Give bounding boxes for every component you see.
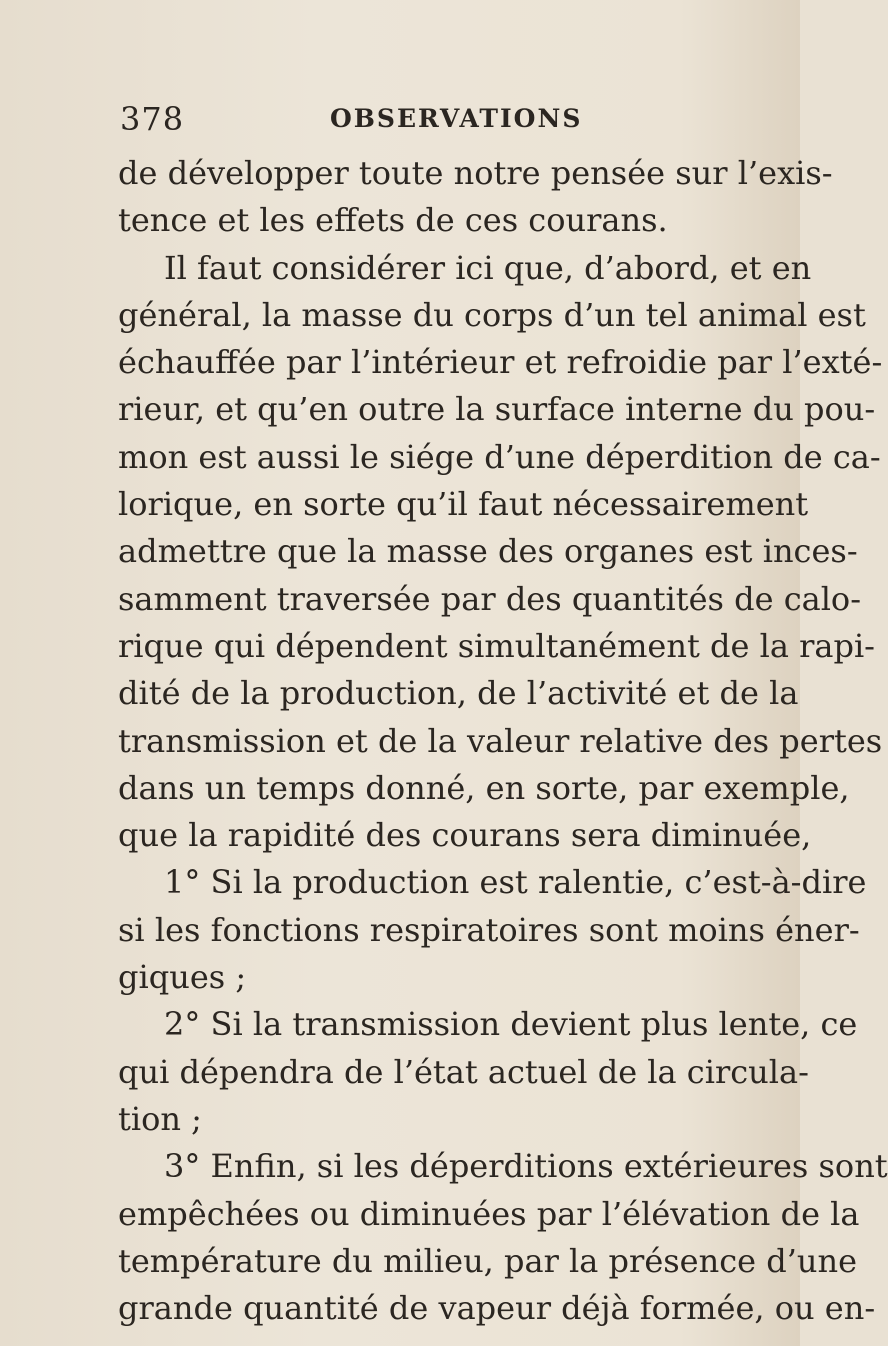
text-line: empêchées ou diminuées par l’élévation de la: [118, 1194, 860, 1233]
text-line: tence et les effets de ces courans.: [118, 201, 668, 240]
text-line: 2° Si la transmission devient plus lente, ce: [164, 1005, 858, 1044]
text-line: de développer toute notre pensée sur l’exis-: [118, 154, 833, 192]
text-line: samment traversée par des quantités de calo-: [118, 579, 861, 618]
text-line: si les fonctions respiratoires sont moins éner-: [118, 910, 860, 949]
text-line: Il faut considérer ici que, d’abord, et en: [164, 248, 812, 287]
page-number: 378: [120, 100, 185, 138]
text-line: que la rapidité des courans sera diminuée,: [118, 816, 812, 855]
text-line: qui dépendra de l’état actuel de la circula-: [118, 1052, 809, 1091]
page-header: [120, 100, 680, 140]
text-line: 3° Enfin, si les déperditions extérieures sont: [164, 1147, 888, 1186]
text-line: giques ;: [118, 958, 247, 997]
text-line: grande quantité de vapeur déjà formée, ou en-: [118, 1289, 876, 1328]
text-line: transmission et de la valeur relative des pertes: [118, 721, 883, 760]
text-line: rieur, et qu’en outre la surface interne du pou-: [118, 390, 876, 429]
text-line: dité de la production, de l’activité et de la: [118, 674, 799, 713]
text-line: température du milieu, par la présence d’une: [118, 1241, 858, 1280]
text-line: 1° Si la production est ralentie, c’est-à-dire: [164, 863, 867, 902]
body-text: [118, 150, 888, 1332]
text-line: tion ;: [118, 1099, 202, 1138]
text-line: admettre que la masse des organes est inces-: [118, 532, 858, 571]
running-title: OBSERVATIONS: [330, 104, 583, 133]
text-line: dans un temps donné, en sorte, par exemple,: [118, 768, 850, 807]
text-line: général, la masse du corps d’un tel animal est: [118, 295, 866, 334]
text-line: mon est aussi le siége d’une déperdition de ca-: [118, 437, 881, 476]
text-line: lorique, en sorte qu’il faut nécessairement: [118, 485, 809, 524]
text-line: échauffée par l’intérieur et refroidie par l’exté-: [118, 343, 883, 382]
text-line: rique qui dépendent simultanément de la rapi-: [118, 626, 875, 665]
